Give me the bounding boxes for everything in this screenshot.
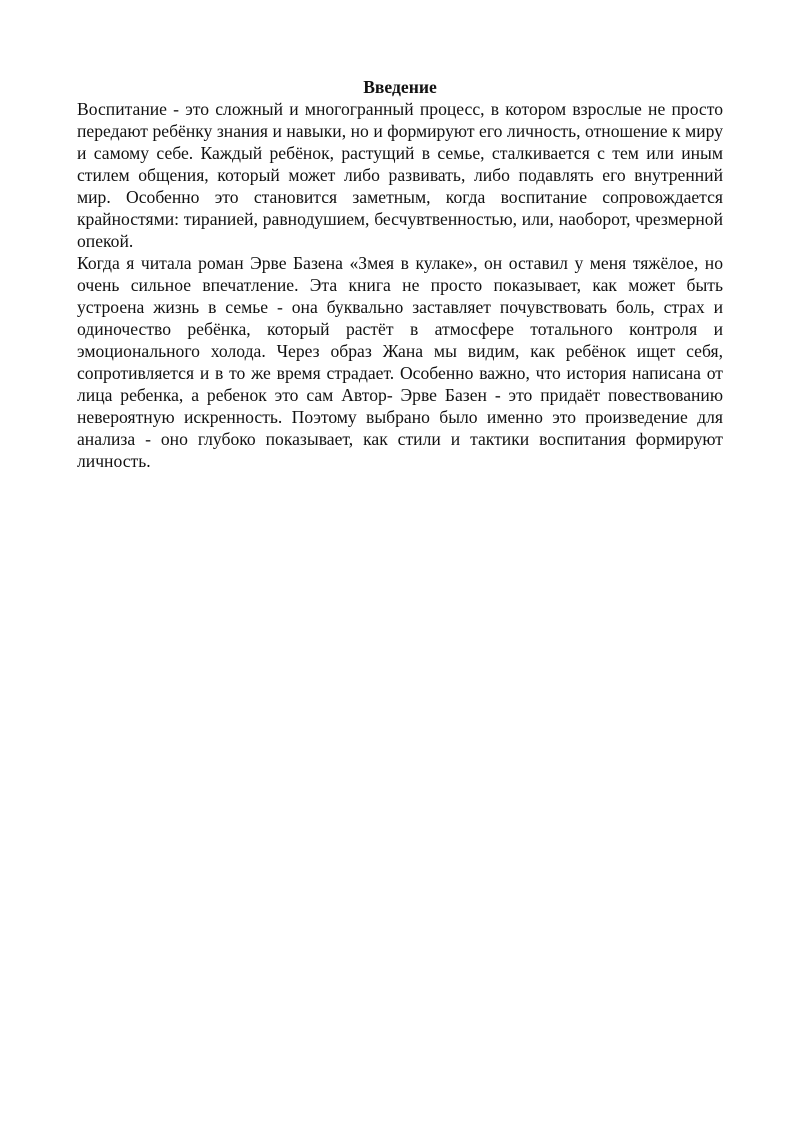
paragraph-upbringing: Воспитание - это сложный и многогранный процесс, в котором взрослые не просто передают ребёнку знания и навыки, но и формируют его личность, отношение к миру и самому себе. Каждый ребёнок, растущий в семье, сталкивается с тем или иным стилем общения, который может либо развивать, либо подавлять его внутренний мир. Особенно это становится заметным, когда воспитание сопровождается крайностями: тиранией, равнодушием, бесчувтвенностью, или, наоборот, чрезмерной опекой. (77, 99, 723, 251)
section-title: Введение (363, 77, 437, 97)
document-body (77, 76, 723, 472)
paragraph-novel: Когда я читала роман Эрве Базена «Змея в кулаке», он оставил у меня тяжёлое, но очень сильное впечатление. Эта книга не просто показывает, как может быть устроена жизнь в семье - она буквально заставляет почувствовать боль, страх и одиночество ребёнка, который растёт в атмосфере тотального контроля и эмоционального холода. Через образ Жана мы видим, как ребёнок ищет себя, сопротивляется и в то же время страдает. Особенно важно, что история написана от лица ребенка, а ребенок это сам Автор- Эрве Базен - это придаёт повествованию невероятную искренность. Поэтому выбрано было именно это произведение для анализа - оно глубоко показывает, как стили и тактики воспитания формируют личность. (77, 253, 723, 471)
